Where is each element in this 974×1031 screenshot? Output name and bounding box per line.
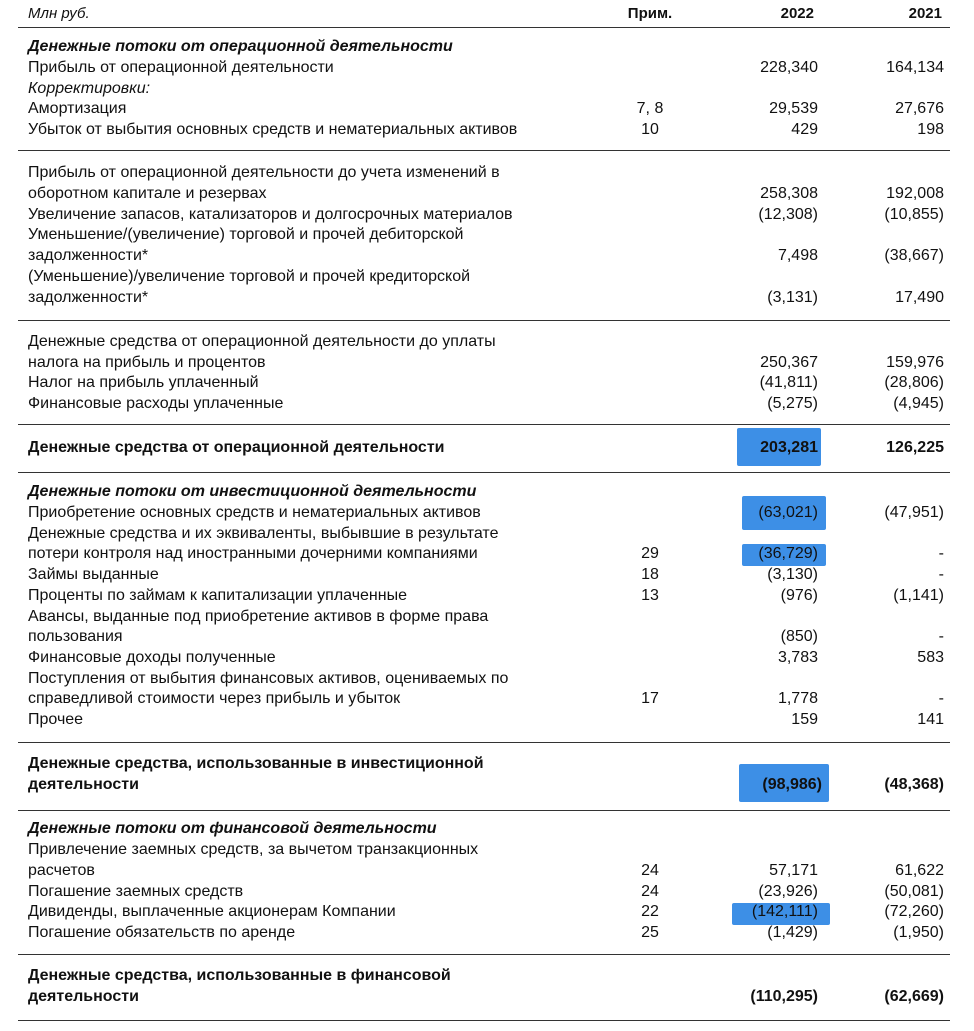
value-2022: (5,275) [767,394,818,412]
table-row [0,267,974,287]
table-row [0,332,974,352]
table-row [0,288,974,308]
table-row [0,225,974,245]
table-row [0,373,974,393]
table-row [0,184,974,204]
value-2022: 159 [791,711,818,728]
row-note: 29 [641,545,659,563]
row-label: Налог на прибыль уплаченный [28,374,259,391]
total-financing-row-2: деятельности (110,295) (62,669) [28,988,944,1005]
row-label: Авансы, выданные под приобретение активов в форме права [28,607,489,625]
table-row [0,710,974,730]
row-label: Амортизация [28,100,127,117]
row-label: Денежные средства и их эквиваленты, выбывшие в результате [28,524,499,542]
row-label: Прочее [28,711,84,728]
table-row [0,902,974,922]
table-row [0,923,974,943]
row-label: Погашение заемных средств [28,882,244,900]
value-2022: 250,367 [760,353,818,371]
row-note: 10 [641,120,659,138]
row-note: 24 [641,882,659,900]
value-2021: 583 [917,648,944,666]
divider [18,472,950,473]
row-label: оборотном капитале и резервах [28,184,267,202]
divider [18,954,950,955]
divider [18,424,950,425]
value-2021: (4,945) [893,394,944,412]
total-financing-row-1: Денежные средства, использованные в финансовой [28,967,451,984]
value-2021: - [938,566,944,584]
row-note: 25 [641,924,659,942]
value-2021: (10,855) [884,205,944,223]
total-investing-row-1: Денежные средства, использованные в инвестиционной [28,755,484,772]
row-label: налога на прибыль и процентов [28,353,266,371]
row-label: Займы выданные [28,566,159,584]
table-row [0,503,974,523]
divider [18,27,950,28]
value-2022: (41,811) [759,374,818,391]
row-label: Финансовые расходы уплаченные [28,394,284,412]
row-note: 18 [641,566,659,584]
row-note: 24 [641,861,659,879]
table-row [0,99,974,119]
value-2022: 1,778 [777,690,818,708]
value-2021: 198 [917,120,944,138]
table-row [0,205,974,225]
value-2021: (72,260) [884,903,944,921]
row-label: Привлечение заемных средств, за вычетом транзакционных [28,841,479,858]
row-note: 7, 8 [636,100,664,117]
table-row [0,840,974,860]
table-row [0,79,974,99]
table-row [0,163,974,183]
table-row [0,58,974,78]
value-2022: (23,926) [758,882,818,900]
value-2021: - [938,690,944,708]
value-2022: 3,783 [777,648,818,666]
value-2022: 228,340 [760,59,818,76]
divider [18,742,950,743]
row-label: Проценты по займам к капитализации уплаченные [28,586,407,604]
value-2021: 159,976 [886,353,944,371]
row-label: Поступления от выбытия финансовых активов, оцениваемых по [28,669,509,687]
row-label: Приобретение основных средств и нематериальных активов [28,504,481,521]
value-2022: (142,111) [751,903,818,921]
row-label: Уменьшение/(увеличение) торговой и прочей дебиторской [28,226,464,244]
divider [18,1020,950,1021]
value-2021: - [938,628,944,646]
row-label: Дивиденды, выплаченные акционерам Компании [28,903,396,921]
row-label: справедливой стоимости через прибыль и убыток [28,690,401,708]
table-row [0,544,974,564]
table-row [0,524,974,544]
table-row [0,565,974,585]
value-2021: 192,008 [886,184,944,202]
value-2022: (63,021) [758,504,818,521]
row-label: Увеличение запасов, катализаторов и долгосрочных материалов [28,205,513,223]
row-label: потери контроля над иностранными дочерними компаниями [28,545,478,563]
note-column-header: Прим. [627,5,673,22]
row-label: Прибыль от операционной деятельности до учета изменений в [28,164,500,181]
value-2022: 57,171 [769,861,818,879]
row-label: Прибыль от операционной деятельности [28,59,334,76]
value-2022: (976) [780,586,818,604]
value-2021: (50,081) [884,882,944,900]
table-row [0,246,974,266]
row-label: Финансовые доходы полученные [28,648,276,666]
value-2022: (12,308) [758,205,818,223]
table-row [0,586,974,606]
value-2021: 27,676 [895,100,944,117]
row-label: Убыток от выбытия основных средств и нематериальных активов [28,120,518,138]
value-2021: (28,806) [884,374,944,391]
table-row [0,861,974,881]
section-title-financing: Денежные потоки от финансовой деятельности [28,820,437,837]
value-2022: (3,130) [767,566,818,584]
table-row [0,648,974,668]
divider [18,810,950,811]
value-2021: 141 [917,711,944,728]
total-operating-row: Денежные средства от операционной деятельности 203,281 126,225 [28,439,944,456]
value-2022: (36,729) [758,545,818,563]
value-2021: (1,141) [893,586,944,604]
value-2021: - [938,545,944,563]
value-2022: 29,539 [769,100,818,117]
unit-label: Млн руб. [28,5,90,22]
value-2022: (1,429) [767,924,818,942]
value-2021: (1,950) [893,924,944,942]
value-2021: 164,134 [886,59,944,76]
row-label: Денежные средства от операционной деятельности до уплаты [28,333,496,350]
row-note: 17 [641,690,659,708]
year-2022-header: 2022 [780,5,814,22]
total-investing-row-2: деятельности (98,986) (48,368) [28,776,944,793]
table-row [0,353,974,373]
value-2021: (38,667) [884,247,944,265]
section-title-investing: Денежные потоки от инвестиционной деятельности [28,483,477,500]
row-label: расчетов [28,861,95,879]
value-2022: (850) [780,628,818,646]
row-label: пользования [28,628,123,646]
value-2022: 429 [791,120,818,138]
row-note: 22 [641,903,659,921]
table-row [0,627,974,647]
table-header [0,4,974,24]
table-row [0,689,974,709]
row-label: задолженности* [28,247,149,265]
row-label: (Уменьшение)/увеличение торговой и прочей кредиторской [28,268,471,285]
year-2021-header: 2021 [908,5,942,22]
table-row [0,394,974,414]
row-label: Погашение обязательств по аренде [28,924,296,942]
value-2021: (47,951) [884,504,944,521]
row-note: 13 [641,586,659,604]
row-label: Корректировки: [28,79,151,97]
table-row [0,120,974,140]
table-row [0,882,974,902]
row-label: задолженности* [28,288,149,306]
divider [18,320,950,321]
value-2022: 7,498 [777,247,818,265]
value-2022: 258,308 [760,184,818,202]
divider [18,150,950,151]
value-2021: 17,490 [895,288,944,306]
value-2022: (3,131) [767,288,818,306]
section-title-operating: Денежные потоки от операционной деятельности [28,38,453,55]
table-row [0,669,974,689]
table-row [0,607,974,627]
value-2021: 61,622 [895,861,944,879]
